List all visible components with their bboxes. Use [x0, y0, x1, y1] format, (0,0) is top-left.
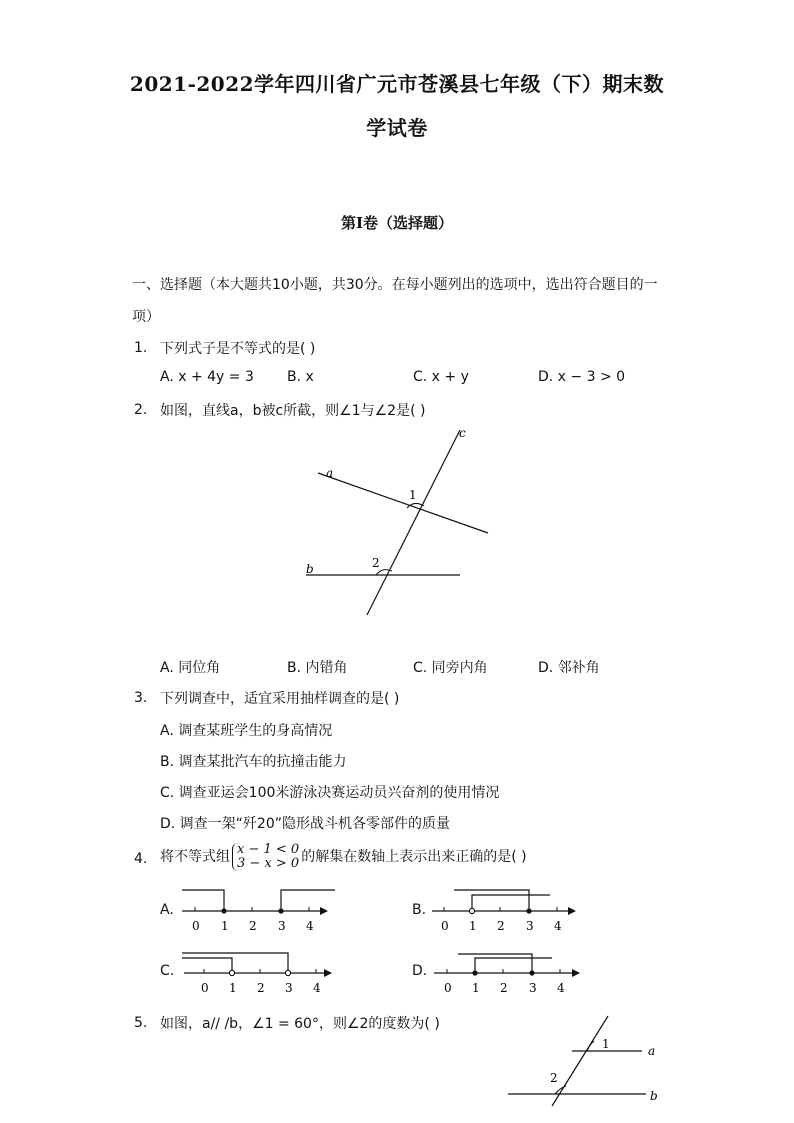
option-c-letter: C.	[160, 963, 175, 979]
option-a: A. 同位角	[160, 660, 221, 676]
ray-right	[472, 895, 550, 911]
tick-label: 0	[441, 919, 449, 933]
question-number: 3.	[134, 690, 148, 706]
inequality-1: x − 1 < 0	[237, 842, 300, 857]
tick-label: 4	[557, 981, 565, 995]
arrow-icon	[568, 907, 576, 915]
label-b: b	[650, 1089, 658, 1103]
tick-label: 0	[201, 981, 209, 995]
stem-suffix: 的解集在数轴上表示出来正确的是( )	[301, 849, 527, 865]
tick-label: 2	[497, 919, 505, 933]
arrow-icon	[324, 969, 332, 977]
question-stem: 下列式子是不等式的是( )	[160, 341, 316, 357]
option-d-letter: D.	[412, 963, 428, 979]
q5-figure	[500, 1008, 670, 1118]
tick-label: 3	[278, 919, 286, 933]
paper-title-line1: 2021-2022学年四川省广元市苍溪县七年级（下）期末数	[129, 72, 665, 96]
arrow-icon	[572, 969, 580, 977]
option-d: D. 调查一架“歼20”隐形战斗机各零部件的质量	[160, 816, 450, 832]
number-line-d	[430, 942, 590, 1002]
option-d: D. 邻补角	[538, 660, 600, 676]
tick-label: 1	[469, 919, 477, 933]
ray-right	[281, 890, 335, 911]
option-a: A. x + 4y = 3	[160, 369, 254, 385]
stem-prefix: 将不等式组	[160, 849, 230, 865]
ray-left-upper	[182, 953, 288, 973]
angle2-arc	[376, 570, 392, 575]
label-b: b	[306, 562, 314, 576]
number-line-b	[430, 880, 590, 940]
ray-left-lower	[182, 958, 232, 973]
tick-label: 3	[285, 981, 293, 995]
label-angle2: 2	[550, 1071, 558, 1085]
tick-label: 0	[444, 981, 452, 995]
question-number: 4.	[134, 851, 148, 867]
q2-figure	[300, 420, 500, 620]
tick-label: 1	[472, 981, 480, 995]
question-stem: 如图，直线a，b被c所截，则∠1与∠2是( )	[160, 403, 426, 419]
instructions-line2: 项）	[132, 309, 160, 325]
question-number: 2.	[134, 402, 148, 418]
question-stem: 如图，a// /b，∠1 = 60°，则∠2的度数为( )	[160, 1016, 440, 1032]
number-line-c	[180, 942, 340, 1002]
label-angle1: 1	[602, 1037, 610, 1051]
tick-label: 1	[229, 981, 237, 995]
line-c	[367, 430, 460, 615]
question-stem	[160, 843, 527, 871]
paper-title-line2: 学试卷	[366, 116, 428, 140]
solid-dot	[278, 908, 283, 913]
ray-left	[454, 890, 529, 911]
ray-left	[182, 890, 224, 911]
solid-dot	[221, 908, 226, 913]
option-b: B. 内错角	[287, 660, 348, 676]
solid-dot	[472, 970, 477, 975]
hollow-dot	[469, 908, 474, 913]
label-a: a	[648, 1044, 656, 1058]
hollow-dot	[229, 970, 234, 975]
question-number: 5.	[134, 1015, 148, 1031]
tick-label: 2	[500, 981, 508, 995]
option-a: A. 调查某班学生的身高情况	[160, 723, 333, 739]
tick-label: 3	[526, 919, 534, 933]
section-title: 第I卷（选择题）	[340, 214, 454, 232]
ray-left	[458, 954, 532, 973]
instructions-line1: 一、选择题（本大题共10小题，共30分。在每小题列出的选项中，选出符合题目的一	[132, 277, 658, 293]
option-c: C. x + y	[413, 369, 469, 385]
number-line-a	[180, 880, 340, 940]
solid-dot	[526, 908, 531, 913]
angle1-arc	[587, 1041, 594, 1051]
tick-label: 0	[192, 919, 200, 933]
option-d: D. x − 3 > 0	[538, 369, 626, 385]
label-angle2: 2	[372, 556, 380, 570]
inequality-system	[232, 843, 299, 871]
question-stem: 下列调查中，适宜采用抽样调查的是( )	[160, 691, 400, 707]
solid-dot	[529, 970, 534, 975]
tick-label: 1	[221, 919, 229, 933]
question-number: 1.	[134, 340, 148, 356]
option-c: C. 调查亚运会100米游泳决赛运动员兴奋剂的使用情况	[160, 785, 500, 801]
tick-label: 4	[554, 919, 562, 933]
hollow-dot	[285, 970, 290, 975]
label-c: c	[459, 426, 466, 440]
option-b: B. x	[287, 369, 314, 385]
tick-label: 3	[529, 981, 537, 995]
inequality-2: 3 − x > 0	[237, 856, 300, 871]
ray-right	[475, 958, 552, 973]
transversal	[552, 1016, 608, 1106]
option-a-letter: A.	[160, 902, 174, 918]
option-c: C. 同旁内角	[413, 660, 488, 676]
label-a: a	[326, 466, 334, 480]
tick-label: 4	[313, 981, 321, 995]
option-b-letter: B.	[412, 902, 427, 918]
label-angle1: 1	[409, 488, 417, 502]
tick-label: 4	[306, 919, 314, 933]
line-a	[318, 473, 488, 533]
tick-label: 2	[257, 981, 265, 995]
option-b: B. 调查某批汽车的抗撞击能力	[160, 754, 347, 770]
arrow-icon	[320, 907, 328, 915]
tick-label: 2	[249, 919, 257, 933]
